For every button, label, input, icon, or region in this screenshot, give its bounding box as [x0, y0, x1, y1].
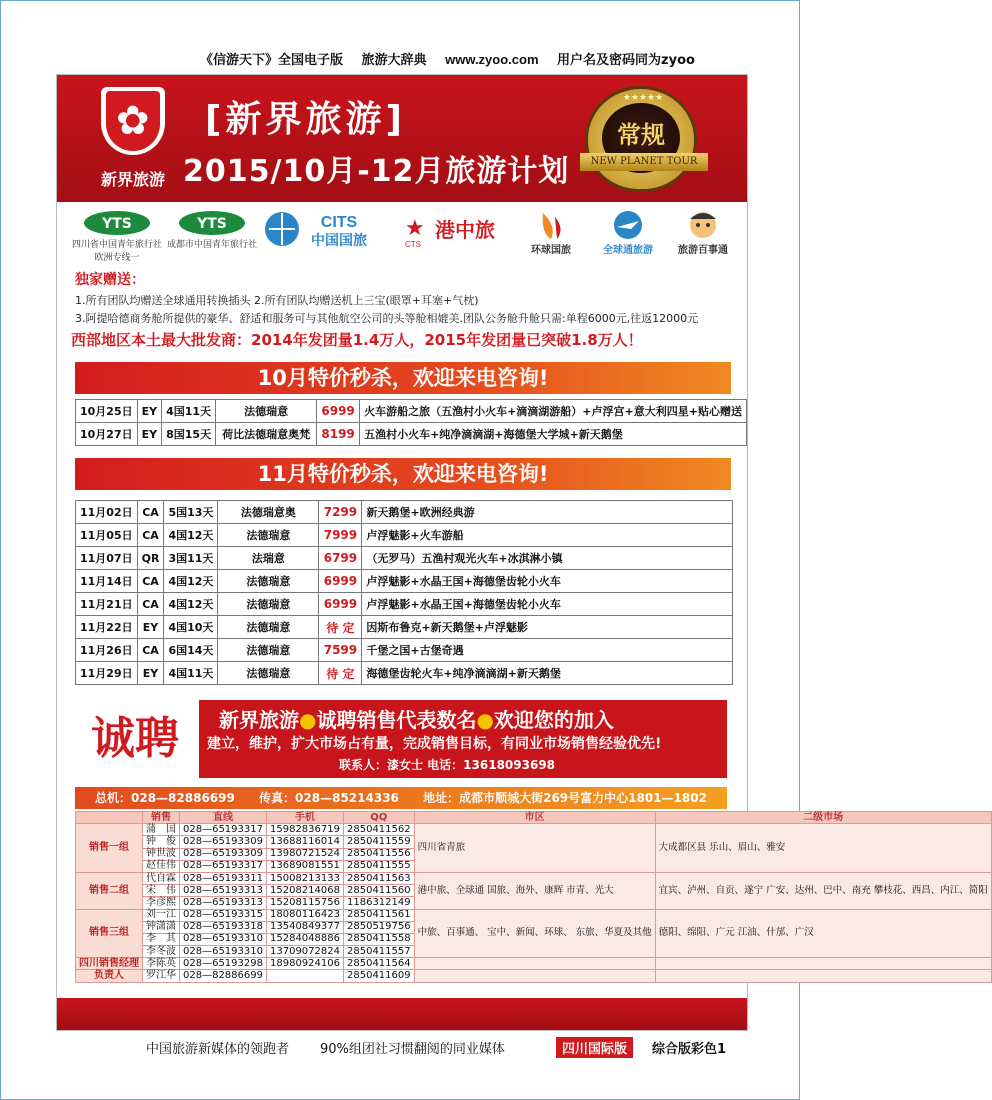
- staff-mobile: 15008213133: [267, 872, 344, 884]
- top-line: [200, 49, 709, 68]
- deal-row: [76, 662, 733, 685]
- deal-price: 待 定: [319, 662, 362, 685]
- gifts-line: 1.所有团队均赠送全球通用转换插头 2.所有团队均赠送机上三宝(眼罩+耳塞+气枕): [75, 294, 479, 307]
- deal-date: 10月25日: [76, 400, 138, 423]
- yts-logo-icon: [177, 209, 247, 237]
- staff-qq: 1186312149: [344, 897, 415, 909]
- deal-air: CA: [137, 570, 164, 593]
- gifts-heading: 独家赠送：: [75, 272, 145, 288]
- staff-header-cell: 市区: [414, 812, 655, 824]
- deal-air: EY: [137, 423, 161, 446]
- svg-text:中国国旅: 中国国旅: [311, 233, 367, 249]
- deal-row: [76, 501, 733, 524]
- deal-desc: 火车游船之旅（五渔村小火车+滴滴湖游船）+卢浮宫+意大利四星+贴心赠送: [360, 400, 747, 423]
- staff-direct-line: 028—65193317: [180, 860, 267, 872]
- deal-desc: 因斯布鲁克+新天鹅堡+卢浮魅影: [362, 616, 733, 639]
- partner-logo: [667, 209, 739, 255]
- svg-text:环球国旅: 环球国旅: [531, 245, 571, 256]
- staff-mobile: 13540849377: [267, 921, 344, 933]
- staff-direct-line: 028—65193309: [180, 848, 267, 860]
- svg-text:YTS: YTS: [102, 216, 132, 232]
- deal-price: 6799: [319, 547, 362, 570]
- october-deals-table: [75, 399, 747, 446]
- brand-title: [新界旅游]: [205, 99, 406, 140]
- staff-name: 赵佳伟: [143, 860, 180, 872]
- deal-date: 11月26日: [76, 639, 138, 662]
- deal-desc: 海德堡齿轮火车+纯净滴滴湖+新天鹅堡: [362, 662, 733, 685]
- staff-qq: 2850411564: [344, 958, 415, 970]
- svg-text:旅游百事通: 旅游百事通: [678, 245, 728, 256]
- recruit-requirements: 建立，维护，扩大市场占有量，完成销售目标，有同业市场销售经验优先!: [207, 736, 662, 752]
- deal-days: 4国12天: [164, 593, 218, 616]
- staff-header-cell: 直线: [180, 812, 267, 824]
- staff-name: 钟世波: [143, 848, 180, 860]
- staff-header-row: [76, 812, 992, 824]
- deal-price: 6999: [319, 593, 362, 616]
- deal-days: 8国15天: [162, 423, 216, 446]
- staff-header-cell: 手机: [267, 812, 344, 824]
- deal-date: 11月21日: [76, 593, 138, 616]
- deal-price: 7299: [319, 501, 362, 524]
- staff-name: 李 其: [143, 933, 180, 945]
- deal-route: 法德瑞意: [218, 524, 319, 547]
- staff-qq: 2850411558: [344, 933, 415, 945]
- staff-name: 罗江华: [143, 970, 180, 982]
- deal-route: 法德瑞意: [218, 639, 319, 662]
- city-market: 中旅、百事通、 宝中、新闻、环球、 东旅、华夏及其他: [414, 909, 655, 958]
- deal-price: 8199: [317, 423, 360, 446]
- sales-group-label: 四川销售经理: [76, 958, 143, 970]
- staff-qq: 2850411555: [344, 860, 415, 872]
- secondary-market: [655, 970, 991, 982]
- deal-date: 11月14日: [76, 570, 138, 593]
- staff-qq: 2850411609: [344, 970, 415, 982]
- partner-logo: [393, 209, 505, 249]
- deal-date: 11月02日: [76, 501, 138, 524]
- deal-price: 7599: [319, 639, 362, 662]
- deal-days: 4国10天: [164, 616, 218, 639]
- staff-row: [76, 958, 992, 970]
- deal-route: 法德瑞意: [218, 616, 319, 639]
- staff-direct-line: 028—65193298: [180, 958, 267, 970]
- staff-qq: 2850411557: [344, 946, 415, 958]
- staff-direct-line: 028—65193317: [180, 824, 267, 836]
- staff-mobile: 13709072824: [267, 946, 344, 958]
- staff-qq: 2850411562: [344, 824, 415, 836]
- secondary-market: 大成都区县 乐山、眉山、雅安: [655, 824, 991, 873]
- badge-text: 常规: [617, 121, 665, 149]
- phoenix-shield-icon: ✿: [101, 87, 165, 155]
- logo-text: 新界旅游: [100, 170, 165, 189]
- deal-date: 11月07日: [76, 547, 138, 570]
- staff-name: 钟 俊: [143, 836, 180, 848]
- deal-price: 待 定: [319, 616, 362, 639]
- gifts-line: 3.阿提哈德商务舱所提供的豪华、舒适和服务可与其他航空公司的头等舱相媲美.团队公务舱升舱只需:单程6000元,往返12000元: [75, 312, 699, 325]
- svg-text:YTS: YTS: [197, 216, 227, 232]
- staff-direct-line: 028—65193310: [180, 933, 267, 945]
- partner-logo: [519, 209, 583, 255]
- footer-slogan: 中国旅游新媒体的领跑者: [146, 1042, 290, 1057]
- staff-row: [76, 970, 992, 982]
- deal-date: 11月29日: [76, 662, 138, 685]
- cts-logo-icon: [393, 209, 505, 249]
- staff-row: [76, 909, 992, 921]
- secondary-market: 德阳、绵阳、广元 江油、什邡、广汉: [655, 909, 991, 958]
- dictionary-title: 旅游大辞典: [361, 53, 427, 68]
- fax-number: 传真：028—85214336: [259, 791, 399, 805]
- website-link[interactable]: www.zyoo.com: [445, 52, 539, 67]
- deal-row: [76, 524, 733, 547]
- deal-air: EY: [137, 616, 164, 639]
- deal-days: 6国14天: [164, 639, 218, 662]
- footer-slogan: 90%组团社习惯翻阅的同业媒体: [320, 1042, 505, 1057]
- staff-direct-line: 028—65193315: [180, 909, 267, 921]
- company-logo: [87, 85, 179, 195]
- staff-mobile: 15208214068: [267, 885, 344, 897]
- staff-direct-line: 028—65193311: [180, 872, 267, 884]
- staff-mobile: [267, 970, 344, 982]
- staff-name: 李冬波: [143, 946, 180, 958]
- western-wholesaler-note: 西部地区本土最大批发商：2014年发团量1.4万人，2015年发团量已突破1.8万人！: [71, 331, 643, 349]
- deal-air: CA: [137, 593, 164, 616]
- sales-group-label: 销售二组: [76, 872, 143, 909]
- svg-text:全球通旅游: 全球通旅游: [603, 245, 653, 256]
- staff-name: 刘一江: [143, 909, 180, 921]
- deal-price: 6999: [317, 400, 360, 423]
- partner-logo: YTS 成都市中国青年旅行社: [167, 209, 257, 250]
- deal-date: 10月27日: [76, 423, 138, 446]
- staff-mobile: 15208115756: [267, 897, 344, 909]
- staff-mobile: 18080116423: [267, 909, 344, 921]
- recruit-heading: 诚聘: [75, 700, 195, 778]
- yts-logo-icon: [82, 209, 152, 237]
- staff-mobile: 18980924106: [267, 958, 344, 970]
- deal-air: CA: [137, 639, 164, 662]
- deal-route: 法瑞意: [218, 547, 319, 570]
- recruit-contact: 联系人：漆女士 电话：13618093698: [339, 758, 556, 772]
- staff-name: 宋 伟: [143, 885, 180, 897]
- office-address: 地址：成都市顺城大街269号富力中心1801—1802: [423, 791, 707, 805]
- staff-qq: 2850411563: [344, 872, 415, 884]
- staff-mobile: 15982836719: [267, 824, 344, 836]
- regular-badge: [580, 81, 708, 199]
- deal-row: [76, 570, 733, 593]
- deal-price: 7999: [319, 524, 362, 547]
- svg-text:CITS: CITS: [320, 214, 358, 231]
- partner-logo: [593, 209, 663, 255]
- deal-row: [76, 400, 747, 423]
- main-phone[interactable]: 总机：028—82886699: [95, 791, 235, 805]
- staff-qq: 2850519756: [344, 921, 415, 933]
- november-banner: 11月特价秒杀，欢迎来电咨询!: [75, 458, 731, 490]
- deal-row: [76, 616, 733, 639]
- staff-name: 李彦熙: [143, 897, 180, 909]
- deal-date: 11月22日: [76, 616, 138, 639]
- deal-row: [76, 423, 747, 446]
- deal-desc: 千堡之国+古堡奇遇: [362, 639, 733, 662]
- deal-days: 4国11天: [164, 662, 218, 685]
- staff-direct-line: 028—82886699: [180, 970, 267, 982]
- cits-logo-icon: [264, 209, 380, 249]
- svg-text:★: ★: [405, 216, 425, 241]
- november-deals-table: [75, 500, 733, 685]
- flyer: [56, 74, 988, 1031]
- staff-header-cell: 销售: [143, 812, 180, 824]
- recruitment-ad: [75, 700, 727, 778]
- staff-mobile: 13980721524: [267, 848, 344, 860]
- deal-route: 法德瑞意: [216, 400, 317, 423]
- city-market: 港中旅、全球通 国旅、海外、康辉 市青、光大: [414, 872, 655, 909]
- section-label: 综合版彩色1: [652, 1042, 727, 1057]
- deal-row: [76, 547, 733, 570]
- deal-price: 6999: [319, 570, 362, 593]
- stars-icon: ★★★★★: [622, 93, 664, 103]
- staff-direct-line: 028—65193310: [180, 946, 267, 958]
- deal-date: 11月05日: [76, 524, 138, 547]
- deal-desc: （无罗马）五渔村观光火车+冰淇淋小镇: [362, 547, 733, 570]
- staff-mobile: 15284048886: [267, 933, 344, 945]
- deal-row: [76, 639, 733, 662]
- deal-desc: 五渔村小火车+纯净滴滴湖+海德堡大学城+新天鹅堡: [360, 423, 747, 446]
- recruit-title: 新界旅游●诚聘销售代表数名●欢迎您的加入: [219, 708, 614, 732]
- staff-direct-line: 028—65193309: [180, 836, 267, 848]
- staff-name: 代自霖: [143, 872, 180, 884]
- plan-title: 2015/10月-12月旅游计划: [183, 154, 570, 189]
- staff-direct-line: 028—65193313: [180, 897, 267, 909]
- deal-days: 4国11天: [162, 400, 216, 423]
- staff-header-cell: QQ: [344, 812, 415, 824]
- login-note: 用户名及密码同为zyoo: [557, 53, 695, 68]
- deal-days: 4国12天: [164, 524, 218, 547]
- sales-group-label: 销售三组: [76, 909, 143, 958]
- bottom-band: [57, 998, 747, 1030]
- staff-row: [76, 872, 992, 884]
- deal-days: 4国12天: [164, 570, 218, 593]
- staff-qq: 2850411560: [344, 885, 415, 897]
- secondary-market: 宜宾、泸州、自贡、遂宁 广安、达州、巴中、南充 攀枝花、西昌、内江、简阳: [655, 872, 991, 909]
- city-market: [414, 970, 655, 982]
- staff-name: 蒲 国: [143, 824, 180, 836]
- deal-desc: 卢浮魅影+水晶王国+海德堡齿轮小火车: [362, 570, 733, 593]
- publication-title: 《信游天下》全国电子版: [200, 53, 344, 68]
- city-market: [414, 958, 655, 970]
- exclusive-gifts: [75, 269, 735, 328]
- quanqiutong-logo-icon: [595, 209, 661, 255]
- deal-air: CA: [137, 501, 164, 524]
- deal-desc: 卢浮魅影+水晶王国+海德堡齿轮小火车: [362, 593, 733, 616]
- sales-staff-table: [75, 811, 992, 983]
- header-banner: [57, 75, 747, 202]
- badge-ribbon: NEW PLANET TOUR: [580, 153, 708, 171]
- staff-header-cell: 二级市场: [655, 812, 991, 824]
- contact-bar: [75, 787, 727, 809]
- partner-logo: [263, 209, 381, 249]
- staff-row: [76, 824, 992, 836]
- sales-group-label: 销售一组: [76, 824, 143, 873]
- staff-direct-line: 028—65193313: [180, 885, 267, 897]
- deal-desc: 卢浮魅影+火车游船: [362, 524, 733, 547]
- staff-qq: 2850411559: [344, 836, 415, 848]
- deal-route: 法德瑞意奥: [218, 501, 319, 524]
- staff-qq: 2850411561: [344, 909, 415, 921]
- staff-mobile: 13688116014: [267, 836, 344, 848]
- partner-logos: [57, 203, 747, 269]
- staff-name: 钟潇潇: [143, 921, 180, 933]
- deal-days: 5国13天: [164, 501, 218, 524]
- secondary-market: [655, 958, 991, 970]
- recruit-details: [199, 700, 727, 778]
- staff-direct-line: 028—65193318: [180, 921, 267, 933]
- staff-mobile: 13689081551: [267, 860, 344, 872]
- deal-route: 荷比法德瑞意奥梵: [216, 423, 317, 446]
- sales-group-label: 负责人: [76, 970, 143, 982]
- global-travel-logo-icon: [521, 209, 581, 255]
- deal-route: 法德瑞意: [218, 593, 319, 616]
- deal-days: 3国11天: [164, 547, 218, 570]
- staff-header-cell: [76, 812, 143, 824]
- deal-route: 法德瑞意: [218, 570, 319, 593]
- bullet-icon: ●: [299, 708, 317, 732]
- staff-name: 李陈英: [143, 958, 180, 970]
- october-banner: 10月特价秒杀，欢迎来电咨询!: [75, 362, 731, 394]
- deal-desc: 新天鹅堡+欧洲经典游: [362, 501, 733, 524]
- deal-air: CA: [137, 524, 164, 547]
- baishitong-logo-icon: [668, 209, 738, 255]
- svg-text:港中旅: 港中旅: [435, 218, 495, 242]
- deal-air: EY: [137, 662, 164, 685]
- deal-route: 法德瑞意: [218, 662, 319, 685]
- partner-logo: YTS 四川省中国青年旅行社 欧洲专线一: [71, 209, 163, 263]
- city-market: 四川省青旅: [414, 824, 655, 873]
- staff-qq: 2850411556: [344, 848, 415, 860]
- deal-row: [76, 593, 733, 616]
- svg-text:CTS: CTS: [405, 240, 421, 249]
- bullet-icon: ●: [476, 708, 494, 732]
- deal-air: QR: [137, 547, 164, 570]
- edition-label: 四川国际版: [556, 1037, 633, 1058]
- deal-air: EY: [137, 400, 161, 423]
